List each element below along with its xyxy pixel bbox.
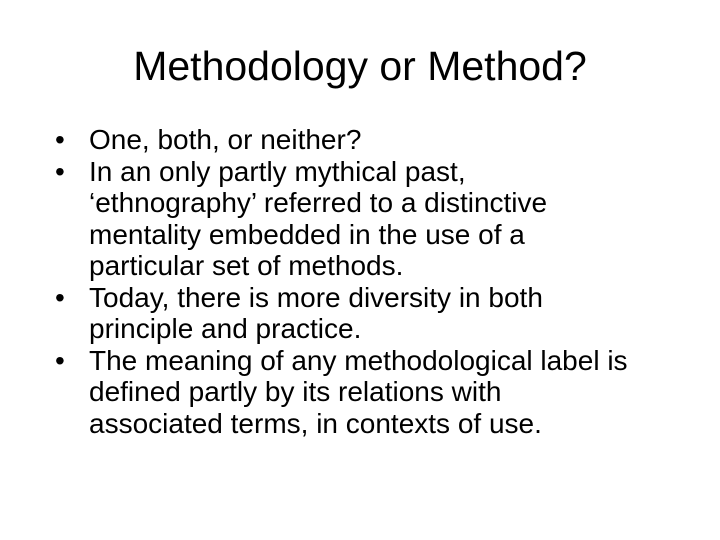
bullet-item xyxy=(0,124,720,156)
bullet-text-line: In an only partly mythical past, xyxy=(89,155,466,187)
bullet-text-line: mentality embedded in the use of a xyxy=(89,218,525,250)
bullet-text-line: particular set of methods. xyxy=(89,250,404,281)
bullet-text-line: The meaning of any methodological label is xyxy=(89,344,628,376)
bullet-text-line: One, both, or neither? xyxy=(89,124,362,155)
bullet-icon: • xyxy=(55,281,65,313)
bullet-text-line: associated terms, in contexts of use. xyxy=(89,407,542,439)
bullet-icon: • xyxy=(55,344,65,376)
bullet-text-line: principle and practice. xyxy=(89,313,362,344)
bullet-list xyxy=(0,124,720,439)
bullet-text-line: Today, there is more diversity in both xyxy=(89,281,543,313)
bullet-text-line: defined partly by its relations with xyxy=(89,376,502,407)
bullet-icon: • xyxy=(55,124,65,155)
bullet-icon: • xyxy=(55,155,65,187)
bullet-item xyxy=(0,156,720,282)
slide-title: Methodology or Method? xyxy=(133,43,587,89)
bullet-item xyxy=(0,282,720,345)
bullet-text-line: ‘ethnography’ referred to a distinctive xyxy=(89,187,548,218)
bullet-item xyxy=(0,345,720,440)
